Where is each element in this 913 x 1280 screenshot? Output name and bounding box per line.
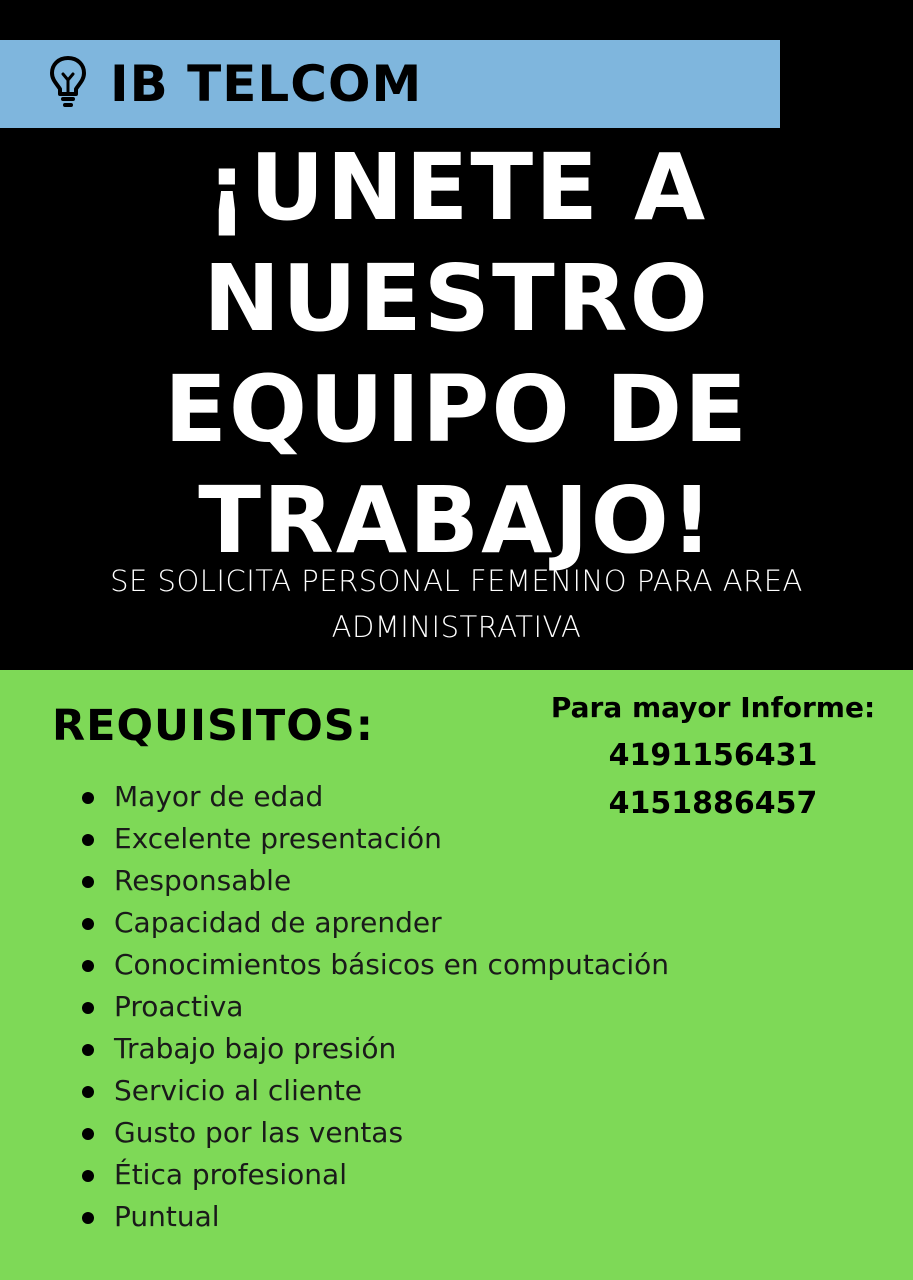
list-item: Ética profesional <box>80 1154 669 1196</box>
contact-info <box>508 684 913 828</box>
headline <box>0 132 913 576</box>
list-item: Capacidad de aprender <box>80 902 669 944</box>
list-item: Proactiva <box>80 986 669 1028</box>
brand-name: IB TELCOM <box>110 55 423 113</box>
list-item: Responsable <box>80 860 669 902</box>
phone-number: 4191156431 <box>608 738 818 773</box>
lightbulb-icon <box>48 54 88 110</box>
contact-title: Para mayor Informe: <box>550 691 876 724</box>
headline-line: EQUIPO DE <box>164 356 749 463</box>
headline-line: TRABAJO! <box>198 467 715 574</box>
phone-number: 4151886457 <box>608 786 818 821</box>
list-item: Trabajo bajo presión <box>80 1028 669 1070</box>
subtitle-line: ADMINISTRATIVA <box>331 610 582 644</box>
requirements-list <box>80 776 669 1238</box>
requirements-title: REQUISITOS: <box>52 701 374 751</box>
list-item: Mayor de edad <box>80 776 669 818</box>
headline-line: ¡UNETE A <box>205 134 708 241</box>
list-item: Puntual <box>80 1196 669 1238</box>
brand-bar <box>0 40 780 128</box>
subtitle-line: SE SOLICITA PERSONAL FEMENINO PARA AREA <box>110 564 803 598</box>
headline-line: NUESTRO <box>203 245 710 352</box>
requirements-section <box>0 670 913 1280</box>
list-item: Excelente presentación <box>80 818 669 860</box>
list-item: Conocimientos básicos en computación <box>80 944 669 986</box>
list-item: Gusto por las ventas <box>80 1112 669 1154</box>
list-item: Servicio al cliente <box>80 1070 669 1112</box>
subtitle <box>0 558 913 650</box>
